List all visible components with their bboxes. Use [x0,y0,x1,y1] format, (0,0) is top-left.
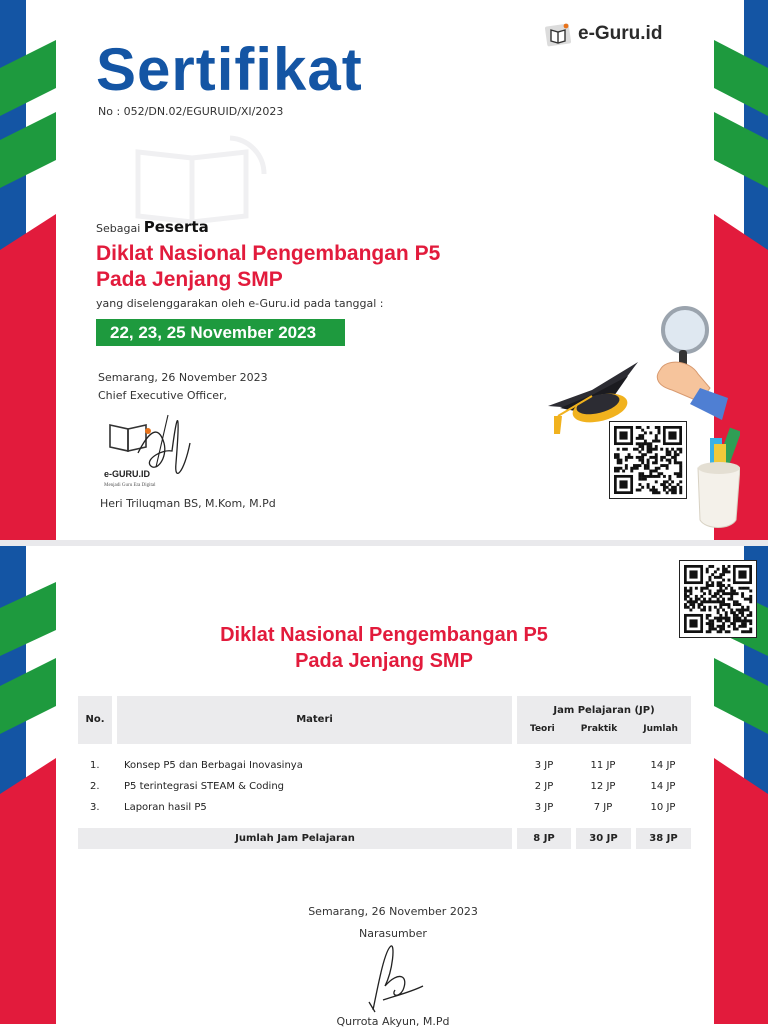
stamp-text: e-GURU.ID [104,469,151,479]
course-line-1: Diklat Nasional Pengembangan P5 [96,242,441,265]
certificate-title: Sertifikat [96,36,363,103]
row-materi: P5 terintegrasi STEAM & Coding [124,781,285,792]
header-teori: Teori [530,724,555,734]
brand-logo [544,20,662,48]
schedule-place-date: Semarang, 26 November 2023 [308,905,478,918]
schedule-signer: Qurrota Akyun, M.Pd [336,1015,450,1028]
ceo-signature-stamp [98,403,218,495]
course-name [96,241,440,293]
header-praktik: Praktik [580,724,618,734]
row-materi: Konsep P5 dan Berbagai Inovasinya [124,760,303,771]
role-value: Peserta [143,218,209,236]
header-materi: Materi [117,696,512,744]
row-teori: 3 JP [534,760,554,771]
schedule-title-line-2: Pada Jenjang SMP [295,650,473,672]
total-jumlah: 38 JP [636,828,691,849]
row-jumlah: 14 JP [650,760,676,771]
row-jumlah: 14 JP [650,781,676,792]
row-teori: 3 JP [534,802,554,813]
pencil-cup-icon [698,428,740,528]
certificate-number: No : 052/DN.02/EGURUID/XI/2023 [98,105,284,118]
row-jumlah: 10 JP [650,802,676,813]
total-label: Jumlah Jam Pelajaran [78,828,512,849]
course-line-2: Pada Jenjang SMP [96,268,283,291]
magnifier-hand-icon [657,308,728,420]
signature-icon [110,415,190,473]
schedule-title-line-1: Diklat Nasional Pengembangan P5 [220,624,548,646]
signature-icon [355,940,425,1020]
role-prefix: Sebagai [96,222,141,235]
place-date: Semarang, 26 November 2023 [98,371,268,384]
date-badge: 22, 23, 25 November 2023 [96,319,345,346]
row-no: 2. [90,781,100,792]
header-jp-label: Jam Pelajaran (JP) [553,705,655,716]
stamp-subtext: Menjadi Guru Era Digital [104,483,156,488]
total-praktik: 30 JP [576,828,631,849]
book-watermark-icon [130,130,270,230]
e-guru-logo-icon [544,20,572,48]
schedule-title [0,622,768,674]
header-no: No. [78,696,112,744]
signer-name: Heri Triluqman BS, M.Kom, M.Pd [100,497,276,510]
row-materi: Laporan hasil P5 [124,802,207,813]
qr-code-icon [610,422,686,498]
brand-name: e-Guru.id [578,23,663,44]
row-no: 3. [90,802,100,813]
held-by-text: yang diselenggarakan oleh e-Guru.id pada tanggal : [96,297,384,310]
role-line [96,218,209,236]
qr-code-1[interactable] [609,421,687,499]
row-praktik: 12 JP [590,781,616,792]
total-teori: 8 JP [517,828,571,849]
row-praktik: 7 JP [593,802,613,813]
row-praktik: 11 JP [590,760,616,771]
schedule-role: Narasumber [359,927,427,940]
row-teori: 2 JP [534,781,554,792]
row-no: 1. [90,760,100,771]
signer-position: Chief Executive Officer, [98,389,228,402]
header-jp [517,696,691,744]
header-jumlah: Jumlah [643,724,678,734]
